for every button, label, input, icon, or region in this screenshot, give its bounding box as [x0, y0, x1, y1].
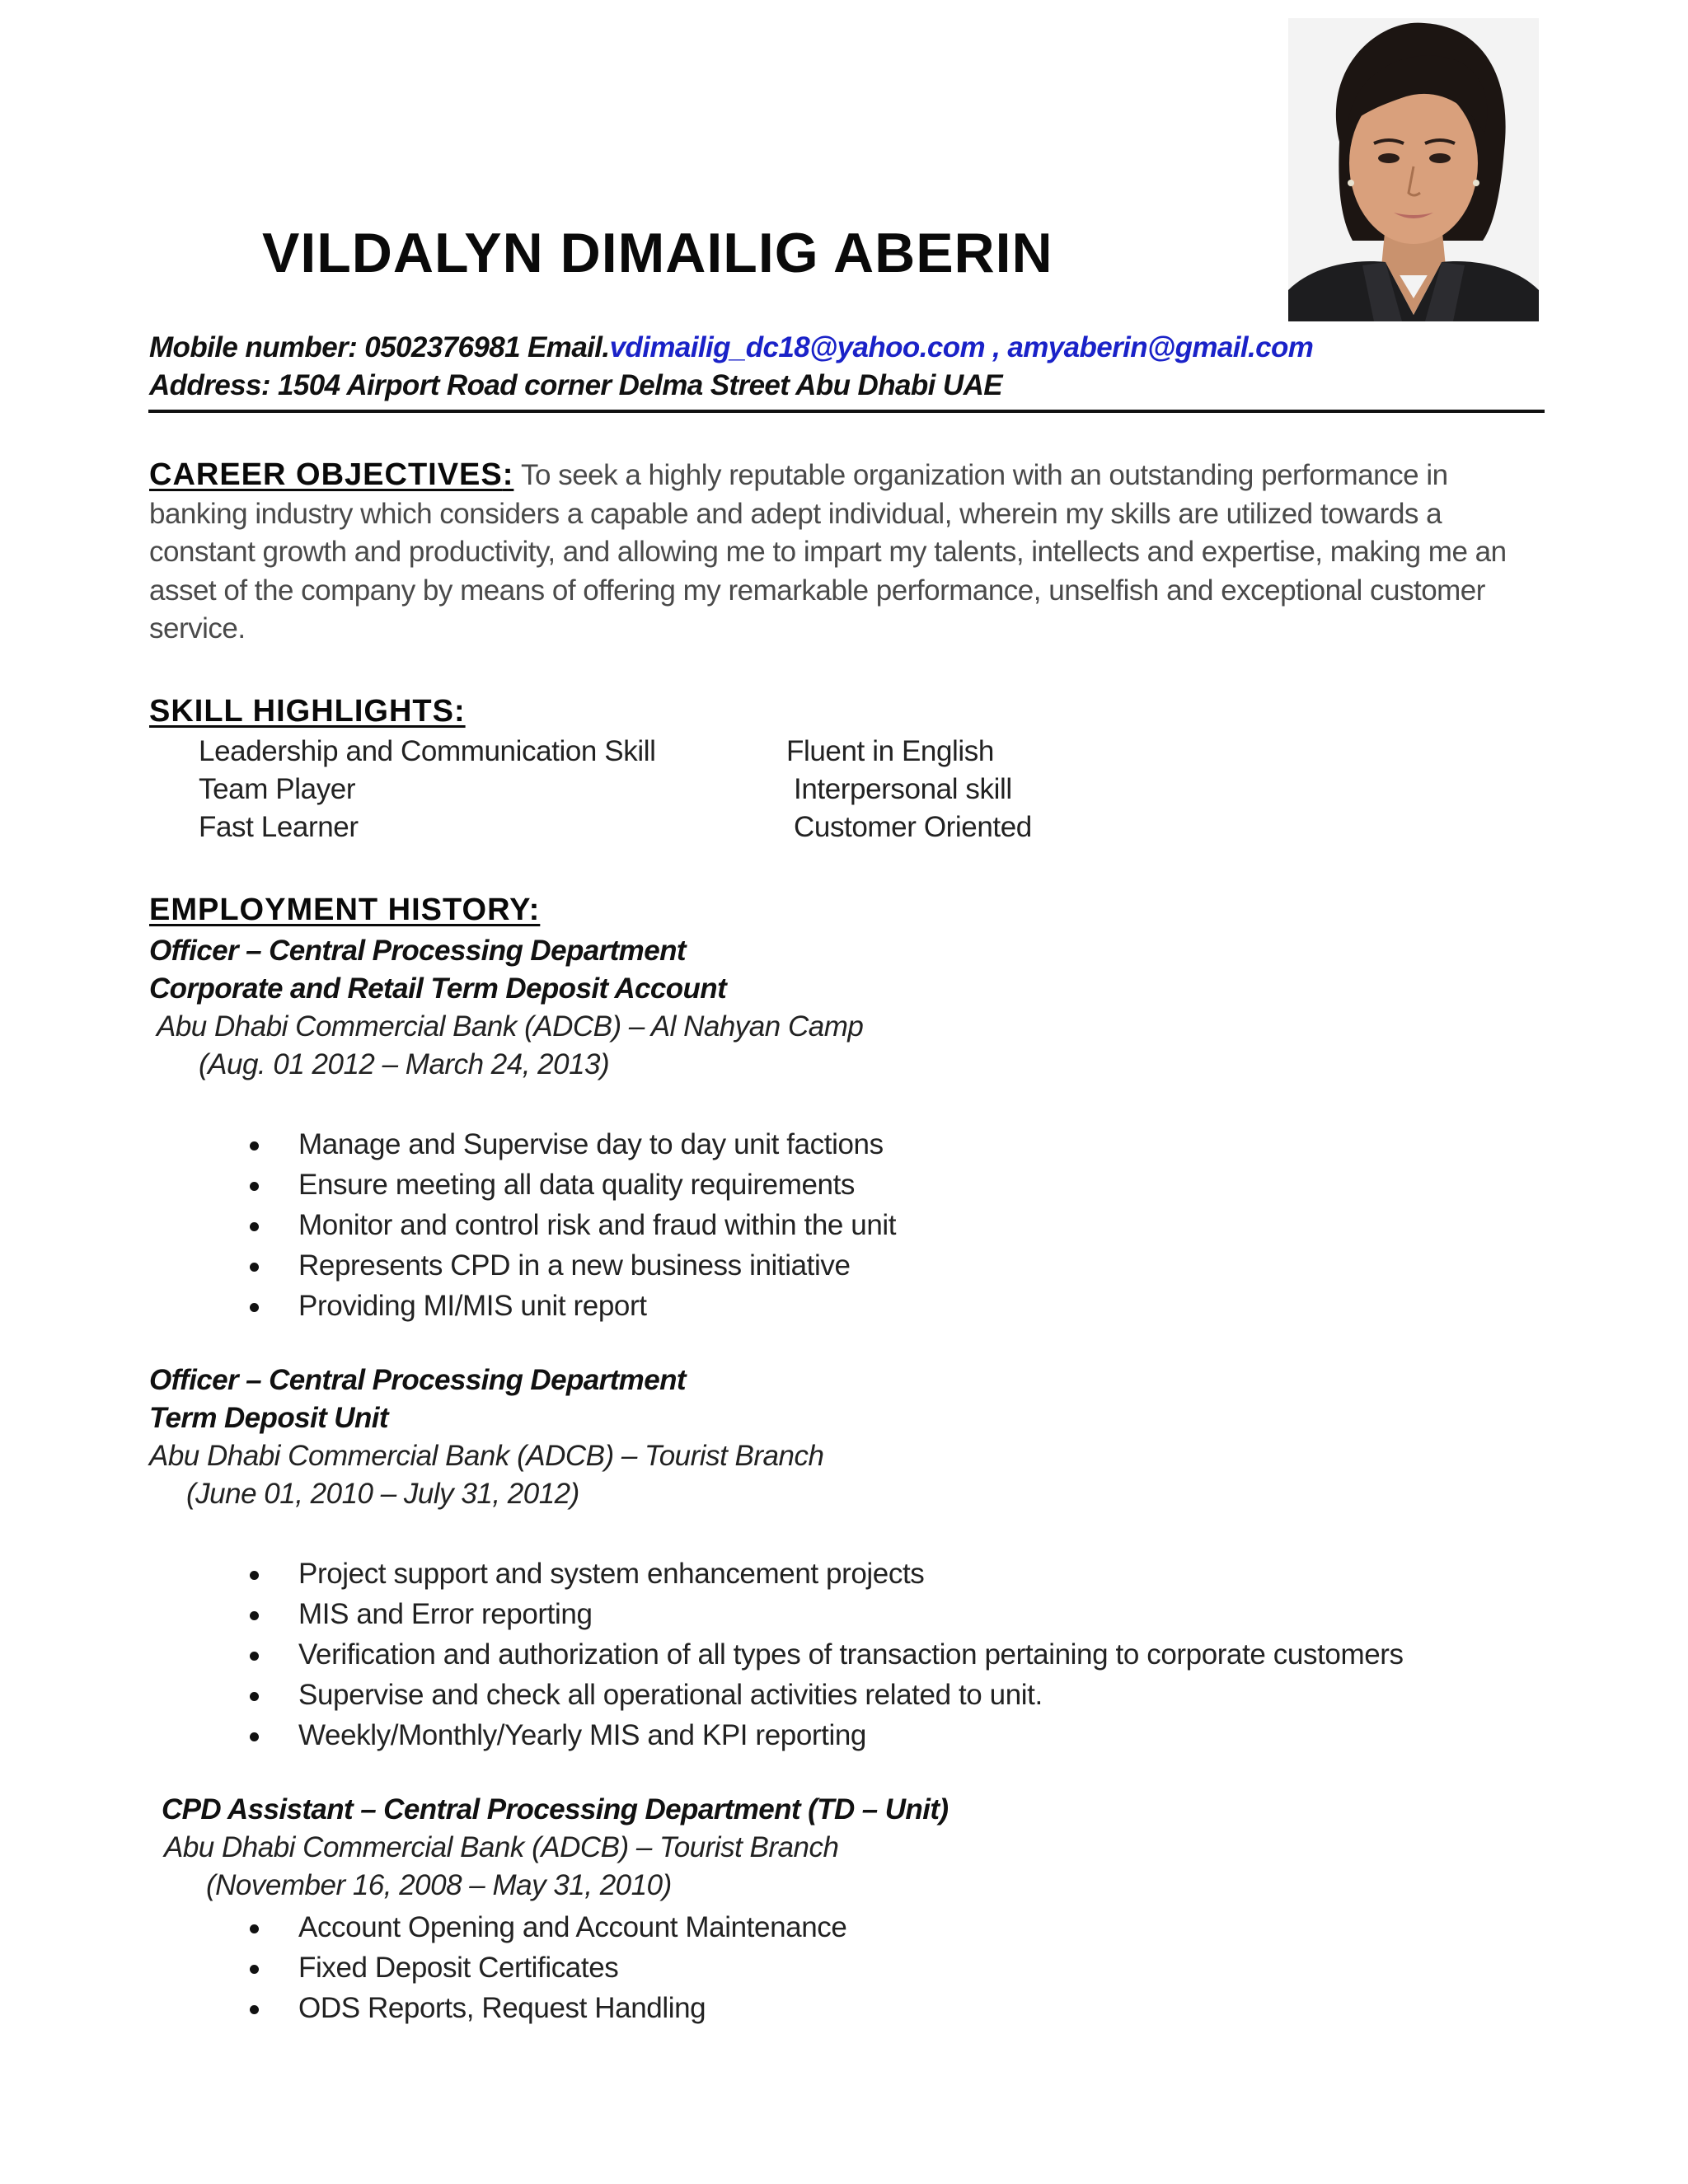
- job-duties-list: [247, 1907, 846, 2028]
- job-title: Officer – Central Processing Department: [149, 1364, 686, 1396]
- bullet-icon: [250, 1303, 259, 1312]
- bullet-icon: [250, 1571, 259, 1580]
- list-item: Ensure meeting all data quality requirements: [247, 1165, 896, 1205]
- list-item: Project support and system enhancement projects: [247, 1554, 1404, 1594]
- bullet-icon: [250, 1692, 259, 1701]
- candidate-name: VILDALYN DIMAILIG ABERIN: [262, 222, 1053, 284]
- skill-item: Interpersonal skill: [794, 773, 1012, 805]
- objective-line: banking industry which considers a capable and adept individual, wherein my skills are utilized towards a: [149, 497, 1442, 530]
- objective-line: constant growth and productivity, and allowing me to impart my talents, intellects and expertise, making me an: [149, 536, 1507, 568]
- email-links[interactable]: vdimailig_dc18@yahoo.com , amyaberin@gmail.com: [609, 331, 1314, 363]
- skill-item: Leadership and Communication Skill: [199, 735, 656, 767]
- bullet-icon: [250, 1182, 259, 1191]
- job-title: CPD Assistant – Central Processing Department (TD – Unit): [162, 1793, 949, 1825]
- bullet-icon: [250, 2005, 259, 2014]
- objective-line: To seek a highly reputable organization with an outstanding performance in: [521, 459, 1448, 491]
- objective-line: asset of the company by means of offering my remarkable performance, unselfish and exceptional customer: [149, 574, 1485, 607]
- header-divider: [148, 410, 1545, 413]
- employment-history-heading: EMPLOYMENT HISTORY:: [149, 893, 541, 927]
- skill-item: Fast Learner: [199, 811, 359, 843]
- job-duties-list: [247, 1124, 896, 1326]
- list-item: Represents CPD in a new business initiative: [247, 1245, 896, 1286]
- bullet-icon: [250, 1611, 259, 1620]
- list-item: Account Opening and Account Maintenance: [247, 1907, 846, 1947]
- bullet-icon: [250, 1965, 259, 1974]
- skill-item: Team Player: [199, 773, 356, 805]
- list-item: ODS Reports, Request Handling: [247, 1988, 846, 2028]
- bullet-icon: [250, 1141, 259, 1151]
- list-item: Verification and authorization of all types of transaction pertaining to corporate customers: [247, 1634, 1404, 1675]
- job-employer: Abu Dhabi Commercial Bank (ADCB) – Al Nahyan Camp: [157, 1010, 864, 1043]
- job-subtitle: Term Deposit Unit: [149, 1402, 388, 1434]
- job-duties-list: [247, 1554, 1404, 1755]
- skill-highlights-heading: SKILL HIGHLIGHTS:: [149, 694, 466, 729]
- bullet-icon: [250, 1652, 259, 1661]
- contact-line: [149, 331, 1313, 364]
- list-item: Fixed Deposit Certificates: [247, 1947, 846, 1988]
- job-dates: (June 01, 2010 – July 31, 2012): [186, 1478, 579, 1510]
- job-dates: (Aug. 01 2012 – March 24, 2013): [199, 1048, 610, 1080]
- bullet-icon: [250, 1732, 259, 1741]
- list-item: Monitor and control risk and fraud within the unit: [247, 1205, 896, 1245]
- objective-line: service.: [149, 612, 246, 644]
- mobile-number: Mobile number: 0502376981 Email.: [149, 331, 610, 363]
- bullet-icon: [250, 1924, 259, 1933]
- job-subtitle: Corporate and Retail Term Deposit Account: [149, 972, 727, 1005]
- job-dates: (November 16, 2008 – May 31, 2010): [206, 1869, 672, 1901]
- profile-photo: [1288, 18, 1539, 321]
- career-objective-paragraph: [149, 456, 1550, 649]
- list-item: Supervise and check all operational activities related to unit.: [247, 1675, 1404, 1715]
- list-item: MIS and Error reporting: [247, 1594, 1404, 1634]
- job-employer: Abu Dhabi Commercial Bank (ADCB) – Tourist Branch: [149, 1440, 824, 1472]
- bullet-icon: [250, 1222, 259, 1231]
- list-item: Weekly/Monthly/Yearly MIS and KPI reporting: [247, 1715, 1404, 1755]
- bullet-icon: [250, 1263, 259, 1272]
- address-line: Address: 1504 Airport Road corner Delma Street Abu Dhabi UAE: [149, 369, 1002, 401]
- job-employer: Abu Dhabi Commercial Bank (ADCB) – Tourist Branch: [164, 1831, 839, 1863]
- list-item: Providing MI/MIS unit report: [247, 1286, 896, 1326]
- skill-item: Customer Oriented: [794, 811, 1032, 843]
- job-title: Officer – Central Processing Department: [149, 935, 686, 967]
- list-item: Manage and Supervise day to day unit factions: [247, 1124, 896, 1165]
- skill-item: Fluent in English: [786, 735, 994, 767]
- career-objectives-heading: CAREER OBJECTIVES:: [149, 457, 514, 492]
